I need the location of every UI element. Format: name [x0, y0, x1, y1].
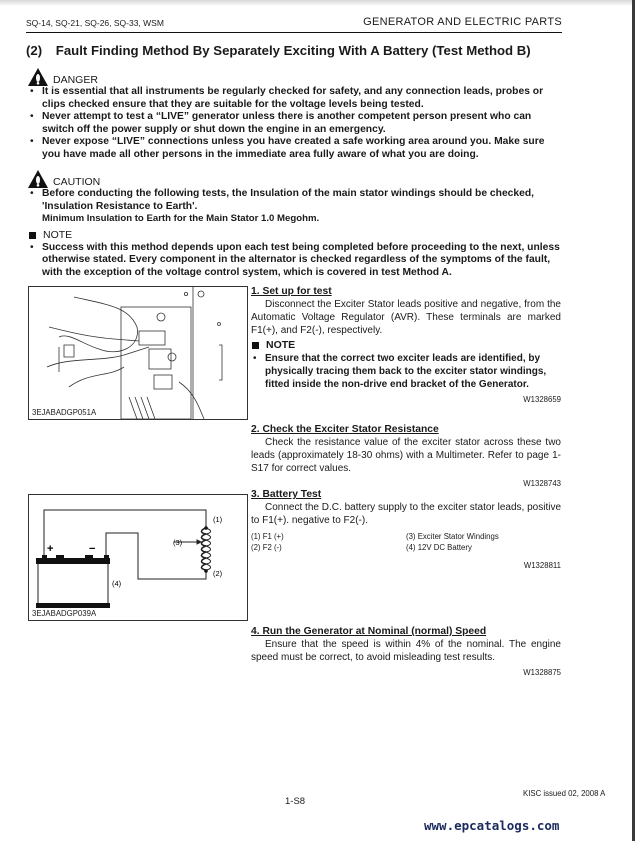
- caution-minimum: Minimum Insulation to Earth for the Main Stator 1.0 Megohm.: [42, 213, 320, 224]
- danger-item: • It is essential that all instruments be regularly checked for safety, and any connection leads, probes or clips checked ensure that they are suitable for the voltage levels being tested.: [28, 86, 562, 111]
- top-shade: [0, 0, 635, 6]
- figure-caption: 3EJABADGP039A: [32, 609, 97, 618]
- note-label: NOTE: [266, 339, 296, 351]
- note-header: [251, 339, 561, 352]
- note-square-icon: [252, 342, 259, 349]
- issue-info: KISC issued 02, 2008 A: [523, 789, 606, 798]
- caution-label: CAUTION: [53, 176, 101, 188]
- avr-illustration: [29, 287, 247, 419]
- step-heading: 1. Set up for test: [251, 286, 332, 297]
- note-header: [28, 229, 562, 242]
- figure-caption: 3EJABADGP051A: [32, 408, 97, 417]
- warning-triangle-icon: [28, 68, 48, 86]
- ref-code: W1328811: [523, 561, 561, 570]
- step-heading: 2. Check the Exciter Stator Resistance: [251, 424, 439, 435]
- step-check-resistance: [251, 423, 561, 490]
- step-body: Check the resistance value of the exciter stator across these two leads (approximately 18-30 ohms) with a Multimeter. Refer to page 1-S17 for correct values.: [251, 437, 561, 474]
- header-section: GENERATOR AND ELECTRIC PARTS: [363, 16, 562, 28]
- svg-text:(2): (2): [213, 569, 223, 578]
- page-number: 1-S8: [285, 796, 306, 807]
- step-run-generator: [251, 625, 561, 679]
- step-body: Disconnect the Exciter Stator leads positive and negative, from the Automatic Voltage Regulator (AVR). These terminals are marked F1(+), and F2(-), respectively.: [251, 299, 561, 336]
- legend-item: (1) F1 (+): [251, 532, 284, 541]
- step-battery-test: [251, 488, 561, 572]
- step-body: Connect the D.C. battery supply to the exciter stator leads, positive to F1(+). negative to F2(-).: [251, 502, 561, 526]
- danger-item: • Never expose “LIVE” connections unless you have created a safe working area around you. Make sure you have made all other persons in the immediate area fully aware of what you are doing.: [28, 136, 562, 161]
- svg-text:(3): (3): [173, 538, 183, 547]
- legend-item: (2) F2 (-): [251, 543, 282, 552]
- step-heading: 3. Battery Test: [251, 489, 322, 500]
- page-title: [26, 43, 531, 58]
- caution-block: [28, 170, 562, 279]
- title-text: Fault Finding Method By Separately Exciting With A Battery (Test Method B): [55, 43, 531, 58]
- danger-block: [28, 68, 562, 161]
- note-item: • Ensure that the correct two exciter leads are identified, by physically tracing them back to the exciter stator windings, fitted inside the non-drive end bracket of the Generator.: [251, 352, 561, 391]
- figure-legend: [251, 531, 561, 553]
- ref-code: W1328659: [523, 395, 561, 404]
- note-square-icon: [29, 232, 36, 239]
- warning-triangle-icon: [28, 170, 48, 188]
- svg-text:−: −: [89, 543, 96, 555]
- note-label: NOTE: [43, 229, 73, 241]
- figure-avr-photo: [28, 286, 248, 420]
- step-set-up: [251, 285, 561, 406]
- ref-code: W1328875: [523, 668, 561, 677]
- title-number: (2): [26, 43, 43, 58]
- danger-item: • Never attempt to test a “LIVE” generator unless there is another competent person present who can switch off the power supply or shut down the engine in an emergency.: [28, 111, 562, 136]
- note-item: • Success with this method depends upon each test being completed before proceeding to the next, unless otherwise stated. Every component in the alternator is checked regardless of the symptoms of the fault, with the exception of the voltage control system, which is covered in test Method A.: [28, 242, 562, 280]
- page-header: [26, 16, 562, 33]
- step-heading: 4. Run the Generator at Nominal (normal) Speed: [251, 626, 487, 637]
- header-models: SQ-14, SQ-21, SQ-26, SQ-33, WSM: [26, 18, 164, 28]
- caution-item: • Before conducting the following tests, the Insulation of the main stator windings should be checked, 'Insulation Resistance to Earth'. Minimum Insulation to Earth for the Main Stator 1.0 Megohm.: [28, 188, 562, 226]
- legend-item: (3) Exciter Stator Windings: [406, 532, 499, 541]
- svg-text:+: +: [47, 543, 54, 555]
- ref-code: W1328743: [523, 479, 561, 488]
- step-body: Ensure that the speed is within 4% of the nominal. The engine speed must be correct, to avoid misleading test results.: [251, 639, 561, 663]
- svg-text:(1): (1): [213, 515, 223, 524]
- figure-battery-circuit: [28, 494, 248, 621]
- battery-circuit-diagram: [29, 495, 247, 620]
- svg-text:(4): (4): [112, 579, 122, 588]
- danger-label: DANGER: [53, 74, 98, 86]
- legend-item: (4) 12V DC Battery: [406, 543, 472, 552]
- watermark-link[interactable]: www.epcatalogs.com: [424, 818, 560, 833]
